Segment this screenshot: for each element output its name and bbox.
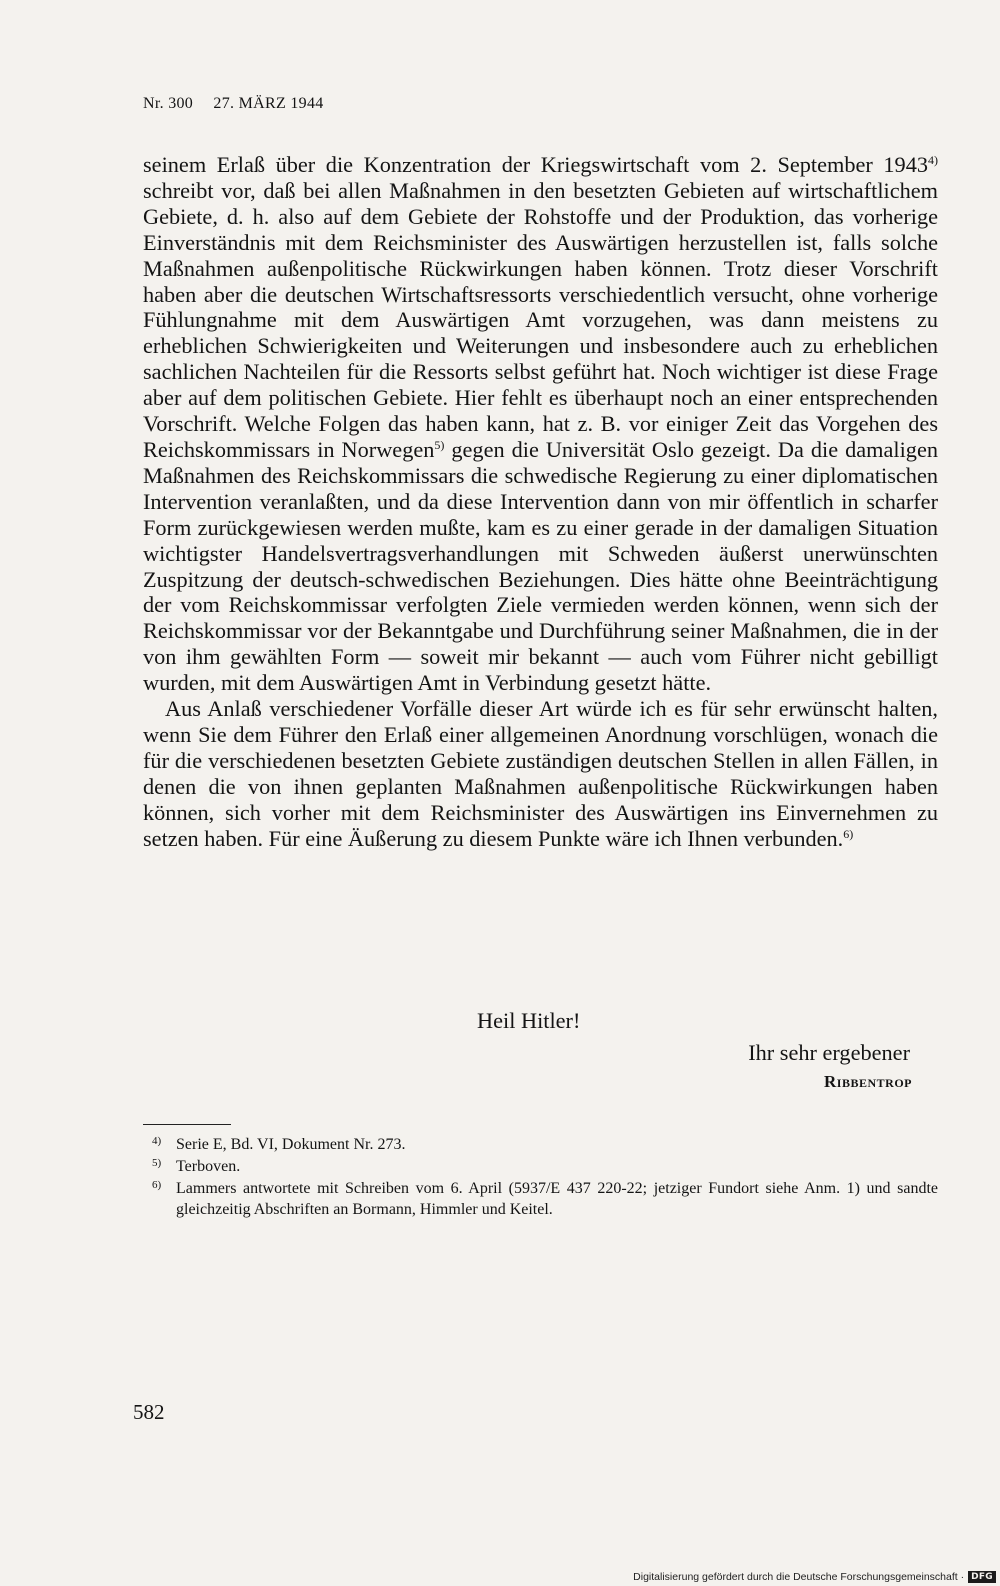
- salutation: Heil Hitler!: [477, 1008, 581, 1033]
- page-number: 582: [133, 1400, 165, 1424]
- footnote-text: Terboven.: [176, 1158, 241, 1175]
- document-number: Nr. 300: [143, 95, 194, 112]
- paragraph-1-text-c: gegen die Universität Oslo gezeigt. Da die damaligen Maßnahmen des Reichskommissars die schwedische Regierung zu einer diplomatischen Intervention veranlaßten, und da diese Intervention dann von mir öffentlich in scharfer Form zurückgewiesen werden mußte, kam es zu einer gerade in der damaligen Situation wichtigster Handelsvertragsverhandlungen mit Schweden äußerst unerwünschten Zuspitzung der deutsch-schwedischen Beziehungen. Dies hätte ohne Beeinträchtigung der vom Reichskommissar verfolgten Ziele vermieden werden können, wenn sich der Reichskommissar vor der Bekanntgabe und Durchführung seiner Maßnahmen, die in der von ihm gewählten Form — soweit mir bekannt — auch vom Führer nicht gebilligt wurden, mit dem Auswärtigen Amt in Verbindung gesetzt hätte.: [143, 436, 939, 696]
- paragraph-1: [143, 152, 938, 696]
- footnote-text: Lammers antwortete mit Schreiben vom 6. April (5937/E 437 220-22; jetziger Fundort siehe Anm. 1) und sandte gleichzeitig Abschriften an Bormann, Himmler und Keitel.: [176, 1180, 938, 1218]
- footnote-4: [143, 1134, 938, 1155]
- footnote-6: [143, 1178, 938, 1220]
- credit-text: Digitalisierung gefördert durch die Deutsche Forschungsgemeinschaft ·: [633, 1571, 965, 1583]
- letter-body: [143, 152, 938, 851]
- running-head: [143, 95, 324, 113]
- footnote-mark: 5): [152, 1157, 162, 1169]
- dfg-logo: DFG: [968, 1571, 996, 1583]
- paragraph-1-text-b: schreibt vor, daß bei allen Maßnahmen in den besetzten Gebieten auf wirtschaftlichem Gebiete, d. h. also auf dem Gebiete der Rohstoffe und der Produktion, das vorherige Einverständnis mit dem Reichsminister des Auswärtigen herzustellen ist, falls solche Maßnahmen außenpolitische Rückwirkungen haben können. Trotz dieser Vorschrift haben aber die deutschen Wirtschaftsressorts verschiedentlich versucht, ohne vorherige Fühlungnahme mit dem Auswärtigen Amt vorzugehen, was dann meistens zu erheblichen Schwierigkeiten und Weiterungen und insbesondere auch zu erheblichen sachlichen Nachteilen für die Ressorts selbst geführt hat. Noch wichtiger ist diese Frage aber auf dem politischen Gebiete. Hier fehlt es überhaupt noch an einer entsprechenden Vorschrift. Welche Folgen das haben kann, hat z. B. vor einiger Zeit das Vorgehen des Reichskommissars in Norwegen: [143, 177, 938, 462]
- footnote-text: Serie E, Bd. VI, Dokument Nr. 273.: [176, 1136, 406, 1153]
- closing-regards: Ihr sehr ergebener: [748, 1040, 910, 1065]
- footnote-ref-5[interactable]: 5): [434, 437, 445, 452]
- paragraph-2-text: Aus Anlaß verschiedener Vorfälle dieser Art würde ich es für sehr erwünscht halten, wenn Sie dem Führer den Erlaß einer allgemeinen Anordnung vorschlügen, wonach die für die verschiedenen besetzten Gebiete zuständigen deutschen Stellen in allen Fällen, in denen die von ihnen geplanten Maßnahmen außenpolitische Rückwirkungen haben können, sich vorher mit dem Reichsminister des Auswärtigen ins Einvernehmen zu setzen haben. Für eine Äußerung zu diesem Punkte wäre ich Ihnen verbunden.: [143, 696, 938, 851]
- footnote-mark: 6): [152, 1179, 162, 1191]
- paragraph-2: [143, 696, 938, 851]
- footnote-mark: 4): [152, 1135, 162, 1147]
- signature: Ribbentrop: [824, 1072, 912, 1091]
- footnote-ref-4[interactable]: 4): [928, 153, 938, 167]
- footnotes: [143, 1134, 938, 1221]
- digitization-credit: [633, 1571, 996, 1583]
- footnote-divider: [143, 1124, 231, 1125]
- footnote-5: [143, 1156, 938, 1177]
- footnote-ref-6[interactable]: 6): [843, 826, 854, 841]
- paragraph-1-text-a: seinem Erlaß über die Konzentration der Kriegswirtschaft vom 2. September 1943: [143, 152, 928, 177]
- document-date: 27. MÄRZ 1944: [213, 95, 324, 112]
